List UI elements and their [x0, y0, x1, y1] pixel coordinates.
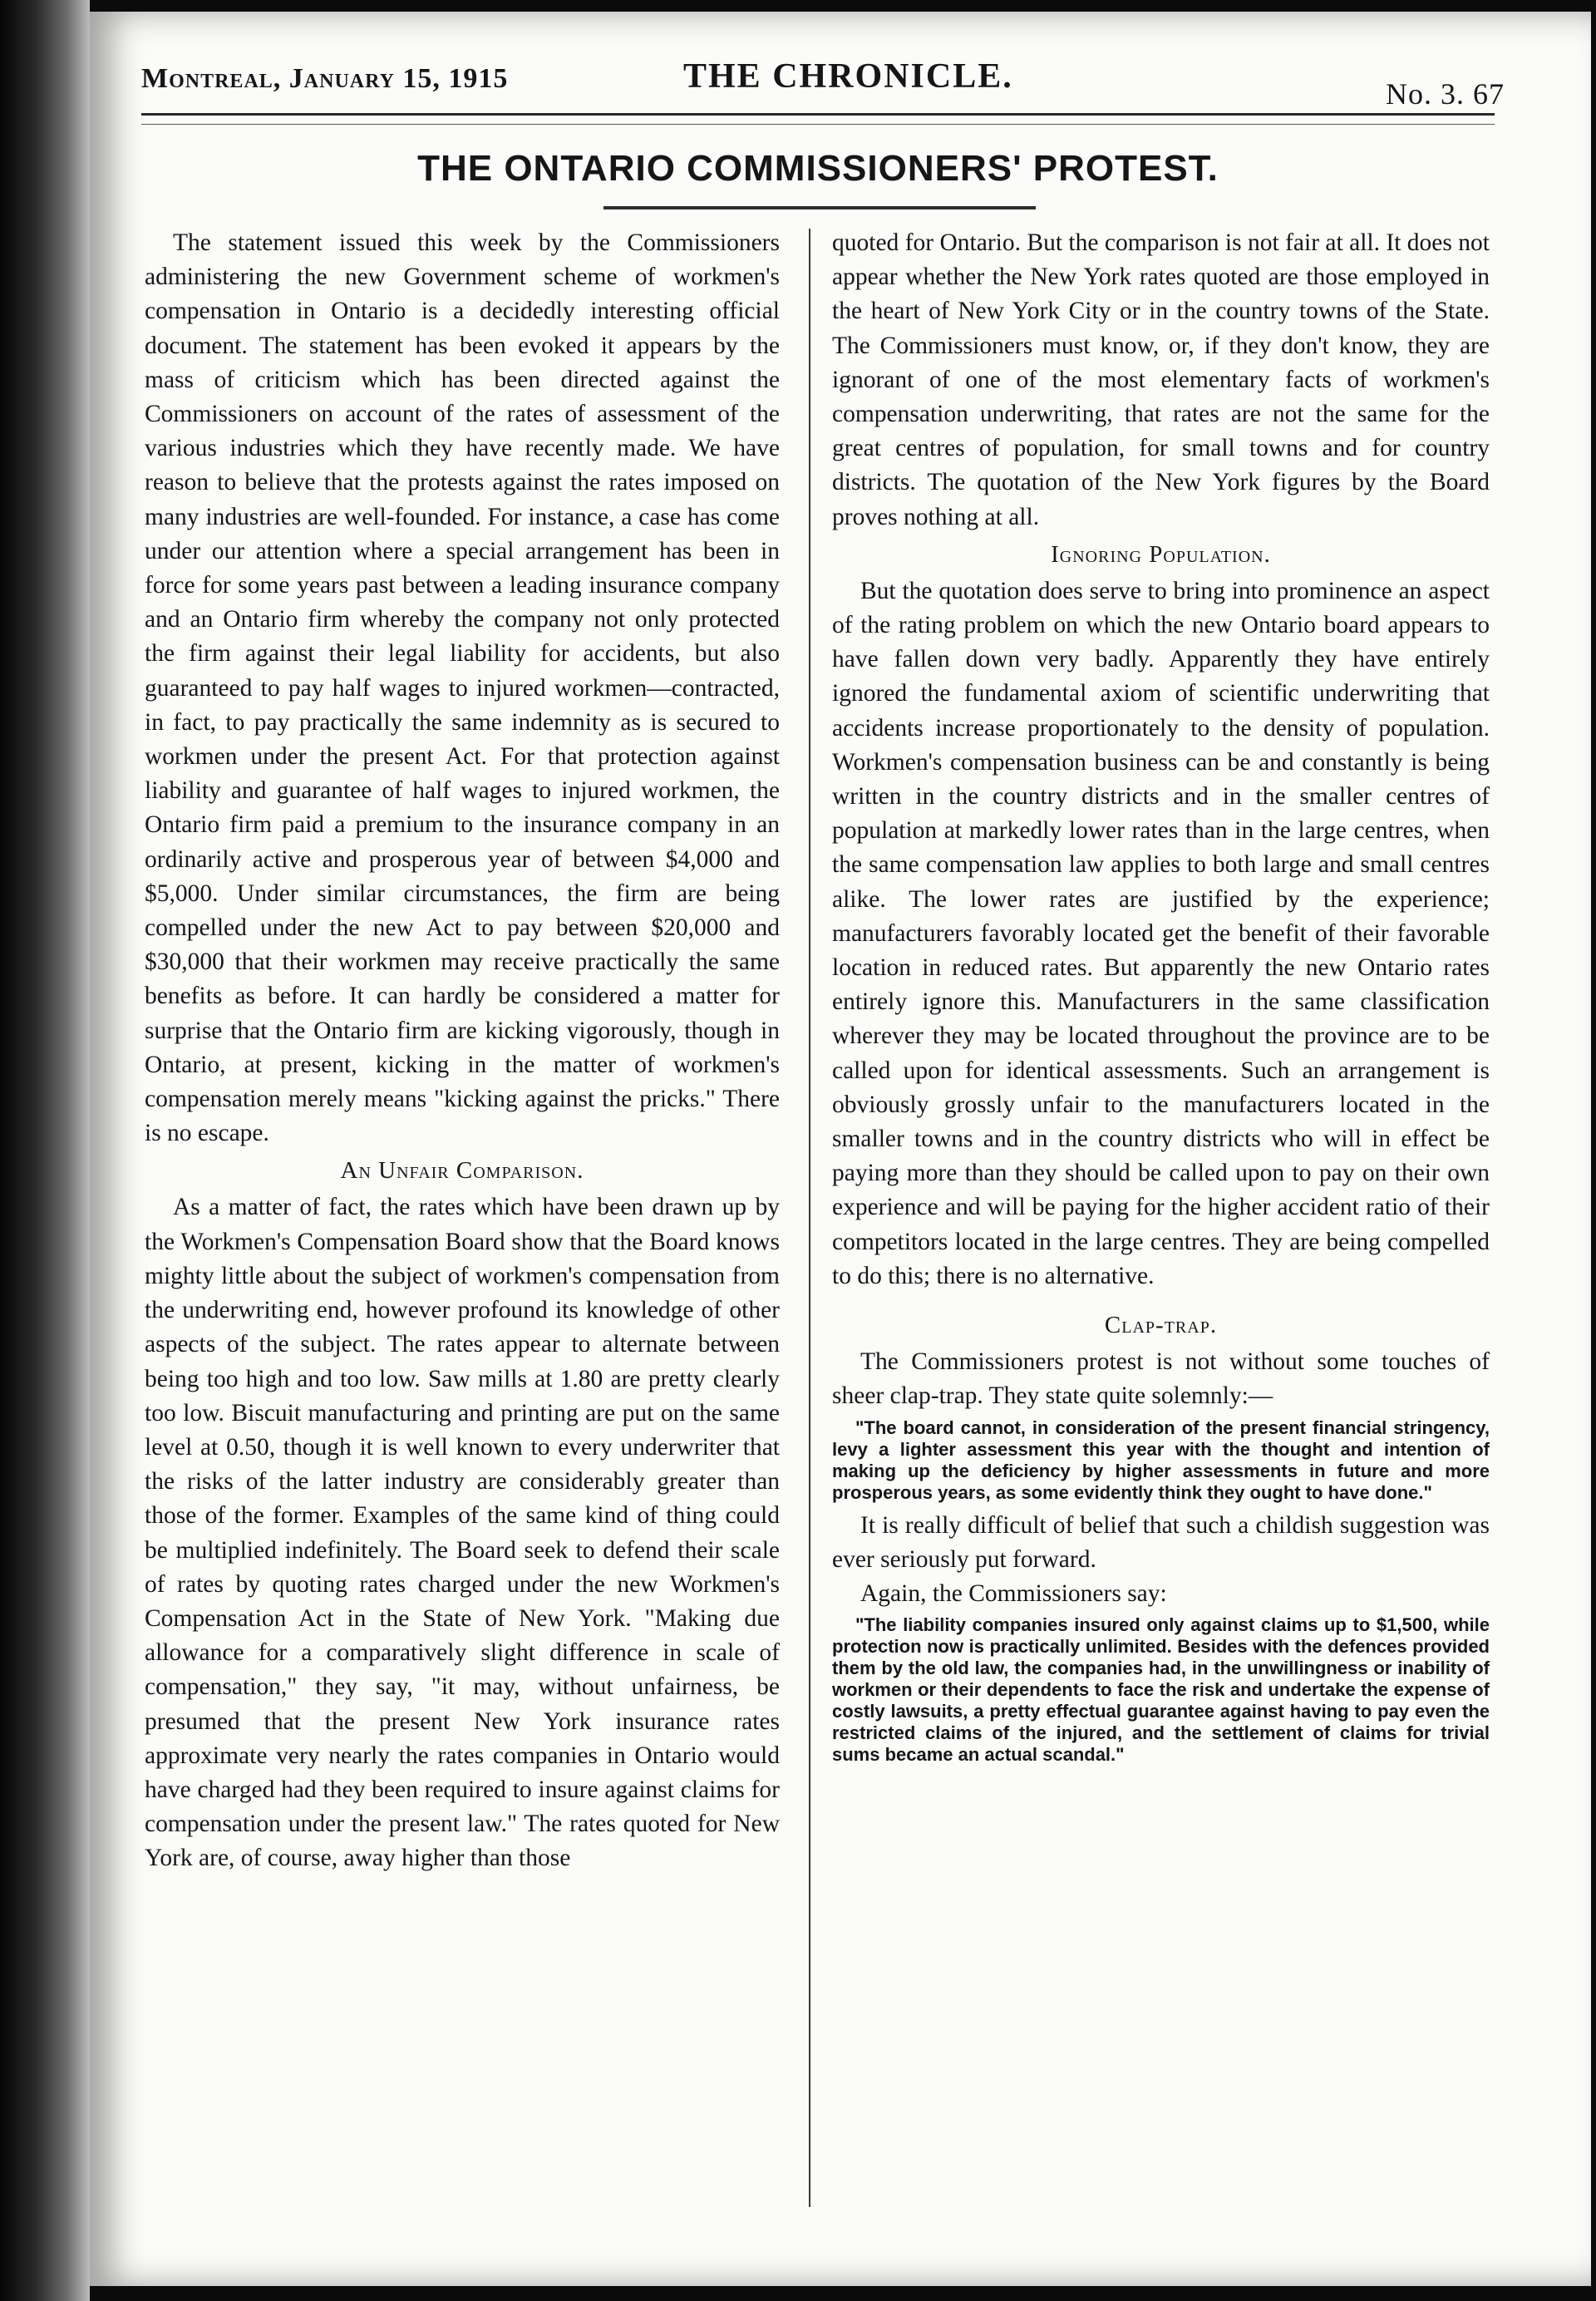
block-quote: "The liability companies insured only against claims up to $1,500, while protection now is practically unlimited. Besides with the defences provided them by the old law, the companies had, in the unwillingness or inability of workmen or their dependents to face the risk and undertake the expense of costly lawsuits, a pretty effectual guarantee against having to pay even the restricted claims of the injured, and the settlement of claims for trivial sums became an actual scandal." — [832, 1614, 1490, 1766]
right-column — [832, 226, 1490, 1771]
block-quote: "The board cannot, in consideration of the present financial stringency, levy a lighter assessment this year with the thought and intention of making up the deficiency by higher assessments in future and more prosperous years, as some evidently think they ought to have done." — [832, 1417, 1490, 1503]
paragraph: Again, the Commissioners say: — [860, 1579, 1167, 1607]
header-rule — [141, 113, 1495, 125]
article-title: THE ONTARIO COMMISSIONERS' PROTEST. — [417, 148, 1219, 189]
paragraph: quoted for Ontario. But the comparison is not fair at all. It does not appear whether the New York rates quoted are those employed in the heart of New York City or in the country towns of the State. The Commissioners must know, or, if they don't know, they are ignorant of one of the most elementary facts of workmen's compensation underwriting, that rates are not the same for the great centres of population, for small towns and for country districts. The quotation of the New York figures by the Board proves nothing at all. — [832, 229, 1490, 530]
header-issue-page: No. 3. 67 — [1386, 77, 1505, 111]
paragraph: It is really difficult of belief that such a childish suggestion was ever seriously put forward. — [832, 1511, 1490, 1573]
spacer — [832, 1293, 1490, 1305]
paragraph: As a matter of fact, the rates which have been drawn up by the Workmen's Compensation Board show that the Board knows mighty little about the subject of workmen's compensation from the underwriting end, however profound its knowledge of other aspects of the subject. The rates appear to alternate between being too high and too low. Saw mills at 1.80 are pretty clearly too low. Biscuit manufacturing and printing are put on the same level at 0.50, though it is well known to every underwriter that the risks of the latter industry are considerably greater than those of the former. Examples of the same kind of thing could be multiplied indefinitely. The Board seek to defend their scale of rates by quoting rates charged under the new Workmen's Compensation Act in the State of New York. "Making due allowance for a comparatively slight difference in scale of compensation," they say, "it may, without unfairness, be presumed that the present New York insurance rates approximate very nearly the rates companies in Ontario would have charged had they been required to insure against claims for compensation under the present law." The rates quoted for New York are, of course, away higher than those — [145, 1194, 780, 1872]
column-divider — [809, 229, 810, 2207]
scan-shadow-edge — [0, 0, 90, 2301]
left-column — [145, 226, 780, 1876]
subheading: Ignoring Population. — [1051, 540, 1271, 568]
paragraph: The Commissioners protest is not without some touches of sheer clap-trap. They state quite solemnly:— — [832, 1348, 1490, 1410]
header-publication: THE CHRONICLE. — [683, 57, 1013, 96]
title-rule — [603, 206, 1036, 209]
subheading: Clap-trap. — [1104, 1312, 1218, 1339]
paragraph: The statement issued this week by the Commissioners administering the new Government scheme of workmen's compensation in Ontario is a decidedly interesting official document. The statement has been evoked it appears by the mass of criticism which has been directed against the Commissioners on account of the rates of assessment of the various industries which they have recently made. We have reason to believe that the protests against the rates imposed on many industries are well-founded. For instance, a case has come under our attention where a special arrangement has been in force for some years past between a leading insurance company and an Ontario firm whereby the company not only protected the firm against their legal liability for accidents, but also guaranteed to pay half wages to injured workmen—contracted, in fact, to pay practically the same indemnity as is secured to workmen under the present Act. For that protection against liability and guarantee of half wages to injured workmen, the Ontario firm paid a premium to the insurance company in an ordinarily active and prosperous year of between $4,000 and $5,000. Under similar circumstances, the firm are being compelled under the new Act to pay between $20,000 and $30,000 that their workmen may receive practically the same benefits as before. It can hardly be considered a matter for surprise that the Ontario firm are kicking vigorously, though in Ontario, at present, kicking in the matter of workmen's compensation merely means "kicking against the pricks." There is no escape. — [145, 229, 780, 1147]
header-dateline: Montreal, January 15, 1915 — [141, 63, 509, 94]
running-head — [141, 52, 1505, 111]
paragraph: But the quotation does serve to bring into prominence an aspect of the rating problem on which the new Ontario board appears to have fallen down very badly. Apparently they have entirely ignored the fundamental axiom of scientific underwriting that accidents increase proportionately to the density of population. Workmen's compensation business can be and constantly is being written in the country districts and in the smaller centres of population at markedly lower rates than in the large centres, when the same compensation law applies to both large and small centres alike. The lower rates are justified by the experience; manufacturers favorably located get the benefit of their favorable location in reduced rates. But apparently the new Ontario rates entirely ignore this. Manufacturers in the same classification wherever they may be located throughout the province are to be called upon for identical assessments. Such an arrangement is obviously grossly unfair to the manufacturers located in the smaller towns and in the country districts who will in effect be paying more than they should be called upon to pay on their own experience and will be paying for the higher accident ratio of their competitors located in the large centres. They are being compelled to do this; there is no alternative. — [832, 577, 1490, 1289]
subheading: An Unfair Comparison. — [340, 1157, 584, 1185]
